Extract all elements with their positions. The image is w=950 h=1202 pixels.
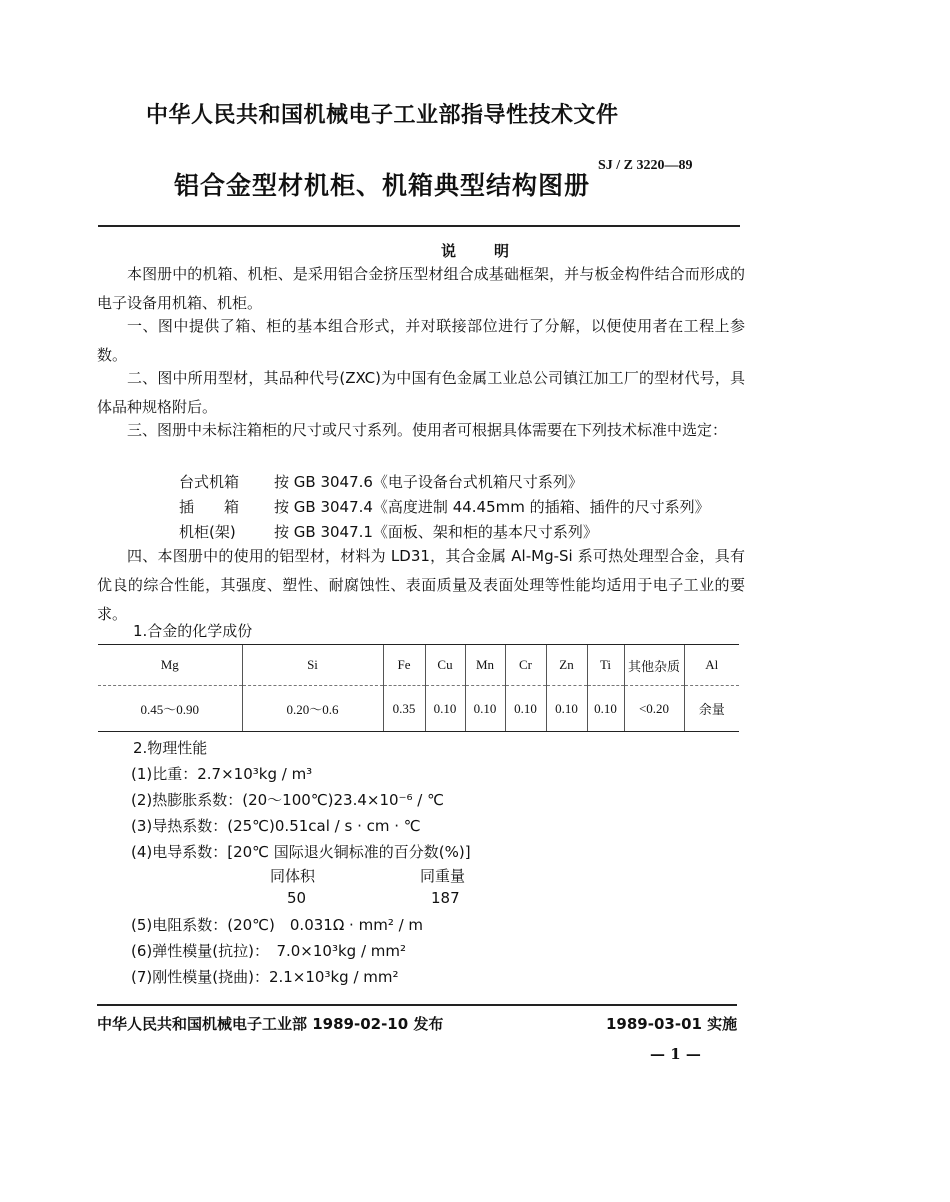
physical-title: 2.物理性能: [133, 739, 208, 757]
table-cell: 0.10: [546, 686, 587, 732]
table-cell: 0.10: [587, 686, 624, 732]
table-header-cell: Si: [242, 645, 383, 686]
section-heading: 说明: [440, 242, 547, 260]
bottom-rule: [97, 1004, 737, 1006]
intro-paragraph: 本图册中的机箱、机柜、是采用铝合金挤压型材组合成基础框架，并与板金构件结合而形成的电子设备用机箱、机柜。: [97, 265, 745, 312]
physical-item: (1)比重：2.7×10³kg / m³: [131, 765, 313, 783]
table-header-cell: Zn: [546, 645, 587, 686]
table-cell: 0.10: [425, 686, 465, 732]
physical-item: (7)刚性模量(挠曲)：2.1×10³kg / mm²: [131, 968, 399, 986]
table-cell: 0.45～0.90: [98, 686, 242, 732]
standard-ref: 按 GB 3047.4《高度进制 44.45mm 的插箱、插件的尺寸系列》: [274, 498, 710, 516]
conductivity-col1-label: 同体积: [270, 867, 316, 885]
table-header-cell: 其他杂质: [624, 645, 684, 686]
table-cell: 0.35: [383, 686, 425, 732]
physical-item: (2)热膨胀系数：(20～100℃)23.4×10⁻⁶ / ℃: [131, 791, 444, 809]
table-header-cell: Mn: [465, 645, 505, 686]
chemistry-title: 1.合金的化学成份: [133, 622, 253, 640]
standard-kind: 机柜(架): [179, 523, 236, 541]
table-header-cell: Fe: [383, 645, 425, 686]
paragraph-3: 三、图册中未标注箱柜的尺寸或尺寸系列。使用者可根据具体需要在下列技术标准中选定：: [127, 421, 728, 439]
standard-kind: 台式机箱: [179, 473, 240, 491]
conductivity-col2-value: 187: [431, 889, 460, 907]
physical-item: (4)电导系数：[20℃ 国际退火铜标准的百分数(%)]: [131, 843, 471, 861]
standard-ref: 按 GB 3047.1《面板、架和柜的基本尺寸系列》: [274, 523, 598, 541]
table-cell: 0.10: [505, 686, 546, 732]
paragraph-2: 二、图中所用型材，其品种代号(ZXC)为中国有色金属工业总公司镇江加工厂的型材代号，具体品种规格附后。: [97, 369, 745, 416]
table-cell: <0.20: [624, 686, 684, 732]
table-cell: 0.20～0.6: [242, 686, 383, 732]
table-header-cell: Al: [684, 645, 739, 686]
table-header-cell: Ti: [587, 645, 624, 686]
issuer-line: 中华人民共和国机械电子工业部指导性技术文件: [146, 103, 619, 128]
paragraph-4: 四、本图册中的使用的铝型材，材料为 LD31，其合金属 Al-Mg-Si 系可热处理型合金，具有优良的综合性能，其强度、塑性、耐腐蚀性、表面质量及表面处理等性能均适用于电子工业的要求。: [97, 547, 745, 623]
physical-item: (5)电阻系数：(20℃) 0.031Ω · mm² / m: [131, 916, 424, 934]
chemical-composition-table: [98, 644, 739, 732]
document-title: 铝合金型材机柜、机箱典型结构图册: [174, 171, 591, 200]
table-header-cell: Cu: [425, 645, 465, 686]
paragraph-1: 一、图中提供了箱、柜的基本组合形式，并对联接部位进行了分解，以便使用者在工程上参数。: [97, 317, 745, 364]
standard-code: SJ / Z 3220—89: [598, 158, 693, 173]
table-cell: 余量: [684, 686, 739, 732]
effective-date: 1989-03-01 实施: [606, 1015, 738, 1033]
physical-item: (6)弹性模量(抗拉)： 7.0×10³kg / mm²: [131, 942, 407, 960]
table-header-row: [98, 645, 739, 686]
standard-kind: 插 箱: [179, 498, 240, 516]
top-rule: [98, 225, 740, 227]
table-header-cell: Mg: [98, 645, 242, 686]
page-number: — 1 —: [650, 1045, 701, 1063]
standard-row: [179, 521, 598, 542]
table-cell: 0.10: [465, 686, 505, 732]
table-row: [98, 686, 739, 732]
conductivity-col2-label: 同重量: [420, 867, 466, 885]
conductivity-col1-value: 50: [287, 889, 307, 907]
physical-item: (3)导热系数：(25℃)0.51cal / s · cm · ℃: [131, 817, 421, 835]
standard-ref: 按 GB 3047.6《电子设备台式机箱尺寸系列》: [274, 473, 583, 491]
table-header-cell: Cr: [505, 645, 546, 686]
standard-row: [179, 496, 710, 517]
issue-date: 中华人民共和国机械电子工业部 1989-02-10 发布: [97, 1015, 444, 1033]
standard-row: [179, 471, 583, 492]
